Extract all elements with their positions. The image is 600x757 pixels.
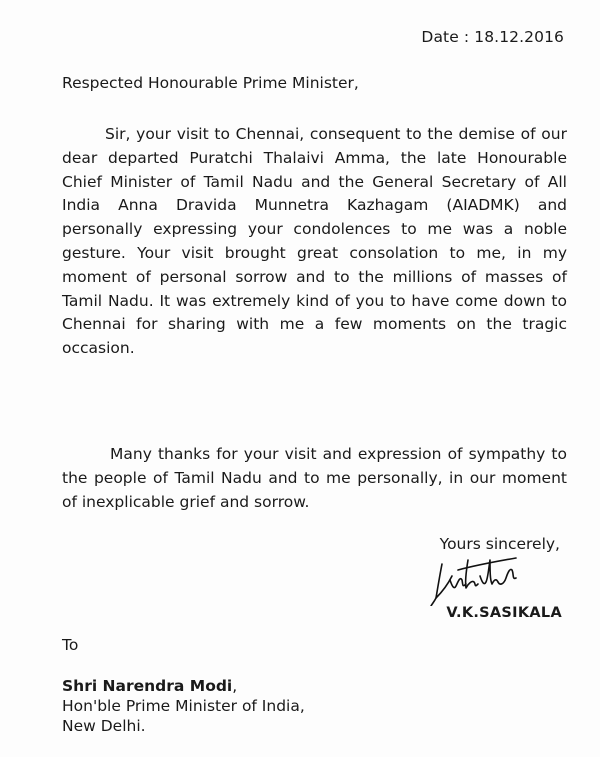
- recipient-city: New Delhi.: [62, 717, 146, 735]
- body-paragraph-2: Many thanks for your visit and expression of sympathy to the people of Tamil Nadu and to me personally, in our moment of inexplicable grief and sorrow.: [62, 445, 567, 511]
- recipient-name-suffix: ,: [232, 677, 238, 695]
- body-paragraph-1: Sir, your visit to Chennai, consequent to the demise of our dear departed Puratchi Thalaivi Amma, the late Honourable Chief Minister of Tamil Nadu and the General Secretary of All India Anna Dravida Munnetra Kazhagam (AIADMK) and personally expressing your condolences to me was a noble gesture. Your visit brought great consolation to me, in my moment of personal sorrow and to the millions of masses of Tamil Nadu. It was extremely kind of you to have come down to Chennai for sharing with me a few moments on the tragic occasion.: [62, 125, 567, 358]
- recipient-designation: Hon'ble Prime Minister of India,: [62, 697, 305, 715]
- recipient-block: [62, 676, 305, 736]
- letter-date: Date : 18.12.2016: [421, 28, 564, 46]
- sender-name: V.K.SASIKALA: [446, 605, 562, 621]
- recipient-name: Shri Narendra Modi: [62, 677, 233, 695]
- closing-line: Yours sincerely,: [439, 535, 560, 553]
- recipient-name-line: [62, 676, 305, 696]
- handwritten-signature: [428, 546, 528, 606]
- to-label: To: [62, 636, 79, 654]
- salutation: Respected Honourable Prime Minister,: [62, 74, 359, 92]
